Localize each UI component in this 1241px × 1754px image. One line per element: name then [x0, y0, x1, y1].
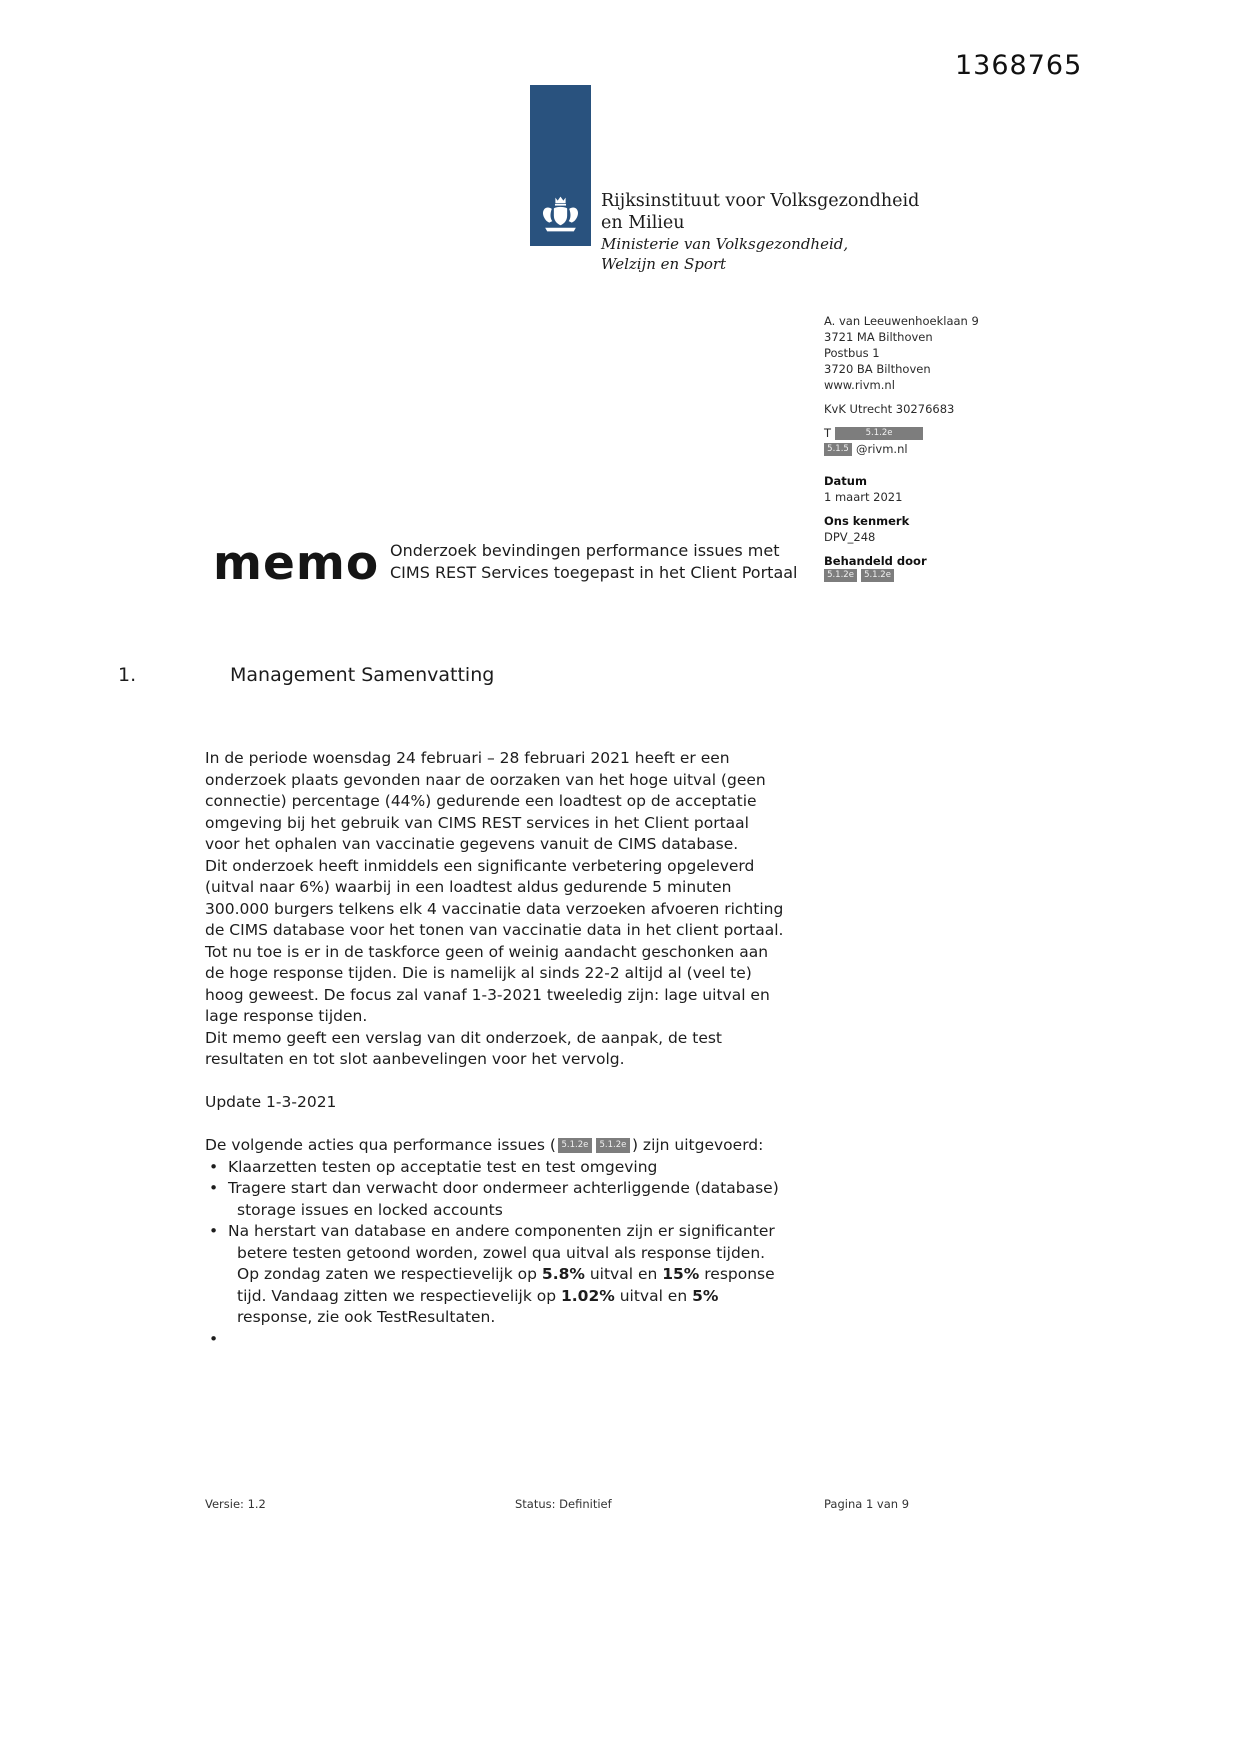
- address-line: Postbus 1: [824, 346, 880, 360]
- datum-label: Datum: [824, 474, 867, 488]
- body-line: De volgende acties qua performance issues ( 5.1.2e 5.1.2e ) zijn uitgevoerd:: [205, 1136, 764, 1154]
- body-line: omgeving bij het gebruik van CIMS REST services in het Client portaal: [205, 813, 749, 832]
- behandeld-label: Behandeld door: [824, 554, 927, 568]
- phone-label: T: [824, 426, 832, 440]
- memo-subject-line1: Onderzoek bevindingen performance issues met: [390, 541, 780, 560]
- org-name-line1: Rijksinstituut voor Volksgezondheid: [601, 191, 920, 211]
- bold-text: 5.8%: [541, 1265, 585, 1283]
- body-line: Op zondag zaten we respectievelijk op 5.8% uitval en 15% response: [237, 1265, 775, 1283]
- inline-redaction-box: 5.1.2e: [558, 1138, 592, 1153]
- email-redaction-box: 5.1.5: [824, 443, 852, 456]
- memo-subject: [390, 540, 798, 584]
- letterhead-sidebar: [824, 313, 1044, 582]
- address-line: A. van Leeuwenhoeklaan 9: [824, 314, 979, 328]
- body-line: betere testen getoond worden, zowel qua uitval als response tijden.: [237, 1243, 766, 1262]
- footer-versie: Versie: 1.2: [205, 1497, 266, 1511]
- memo-subject-line2: CIMS REST Services toegepast in het Client Portaal: [390, 563, 798, 582]
- bullet-marker: •: [209, 1179, 219, 1197]
- body-line: storage issues en locked accounts: [237, 1200, 503, 1219]
- body-line: Update 1-3-2021: [205, 1093, 337, 1111]
- behandeld-redaction-box: 5.1.2e: [861, 569, 894, 582]
- phone-redaction-box: 5.1.2e: [835, 427, 923, 440]
- body-line: hoog geweest. De focus zal vanaf 1-3-2021 tweeledig zijn: lage uitval en: [205, 985, 770, 1004]
- section-number: 1.: [118, 664, 137, 686]
- ministry-line2: Welzijn en Sport: [601, 255, 727, 273]
- body-line: Dit memo geeft een verslag van dit onderzoek, de aanpak, de test: [205, 1028, 723, 1047]
- kenmerk-value: DPV_248: [824, 530, 876, 544]
- memo-label: memo: [213, 536, 380, 591]
- address-line: 3720 BA Bilthoven: [824, 362, 931, 376]
- bold-text: 5%: [692, 1286, 719, 1305]
- body-line: resultaten en tot slot aanbevelingen voor het vervolg.: [205, 1050, 625, 1068]
- datum-value: 1 maart 2021: [824, 490, 903, 504]
- body-line: de CIMS database voor het tonen van vaccinatie data in het client portaal.: [205, 921, 784, 939]
- body-text: [205, 748, 845, 1348]
- org-name-line2: en Milieu: [601, 213, 685, 233]
- logo-text-block: [601, 190, 919, 274]
- body-line: 300.000 burgers telkens elk 4 vaccinatie data verzoeken afvoeren richting: [205, 899, 784, 918]
- body-line: • Klaarzetten testen op acceptatie test en test omgeving: [205, 1157, 845, 1179]
- bullet-marker: •: [209, 1329, 219, 1348]
- body-line: lage response tijden.: [205, 1007, 368, 1025]
- behandeld-row: [824, 569, 1044, 582]
- bullet-marker: •: [209, 1157, 219, 1176]
- email-suffix: @rivm.nl: [856, 442, 908, 456]
- body-line: onderzoek plaats gevonden naar de oorzaken van het hoge uitval (geen: [205, 770, 766, 789]
- body-line: In de periode woensdag 24 februari – 28 februari 2021 heeft er een: [205, 749, 730, 767]
- body-line: connectie) percentage (44%) gedurende een loadtest op de acceptatie: [205, 792, 757, 810]
- bold-text: 15%: [662, 1265, 700, 1283]
- bold-text: 1.02%: [560, 1286, 615, 1305]
- body-line: voor het ophalen van vaccinatie gegevens vanuit de CIMS database.: [205, 835, 739, 853]
- footer-pagina: Pagina 1 van 9: [824, 1497, 910, 1511]
- body-line: • Tragere start dan verwacht door ondermeer achterliggende (database): [205, 1178, 845, 1200]
- body-line: response, zie ook TestResultaten.: [237, 1308, 496, 1326]
- body-line: • Na herstart van database en andere componenten zijn er significanter: [205, 1221, 845, 1243]
- body-line: Dit onderzoek heeft inmiddels een significante verbetering opgeleverd: [205, 856, 755, 875]
- body-line: [205, 1114, 845, 1136]
- behandeld-redaction-box: 5.1.2e: [824, 569, 857, 582]
- kenmerk-label: Ons kenmerk: [824, 514, 910, 528]
- ministry-line1: Ministerie van Volksgezondheid,: [601, 235, 849, 253]
- footer-status: Status: Definitief: [515, 1497, 612, 1511]
- body-line: de hoge response tijden. Die is namelijk al sinds 22-2 altijd al (veel te): [205, 964, 752, 982]
- bullet-marker: •: [209, 1222, 219, 1240]
- email-row: [824, 441, 1044, 457]
- address-line: 3721 MA Bilthoven: [824, 330, 933, 344]
- kvk-number: KvK Utrecht 30276683: [824, 402, 955, 416]
- website-url: www.rivm.nl: [824, 378, 895, 392]
- body-line: (uitval naar 6%) waarbij in een loadtest aldus gedurende 5 minuten: [205, 878, 732, 896]
- body-line: Tot nu toe is er in de taskforce geen of weinig aandacht geschonken aan: [205, 942, 769, 961]
- body-line: [205, 1071, 845, 1093]
- phone-row: [824, 425, 1044, 441]
- body-line: tijd. Vandaag zitten we respectievelijk op 1.02% uitval en 5%: [237, 1286, 719, 1305]
- rijksoverheid-coat-of-arms-icon: [538, 194, 583, 236]
- rijksoverheid-logo-bar: [530, 85, 591, 246]
- section-title: Management Samenvatting: [230, 664, 495, 686]
- inline-redaction-box: 5.1.2e: [596, 1138, 630, 1153]
- document-number: 1368765: [955, 50, 1083, 81]
